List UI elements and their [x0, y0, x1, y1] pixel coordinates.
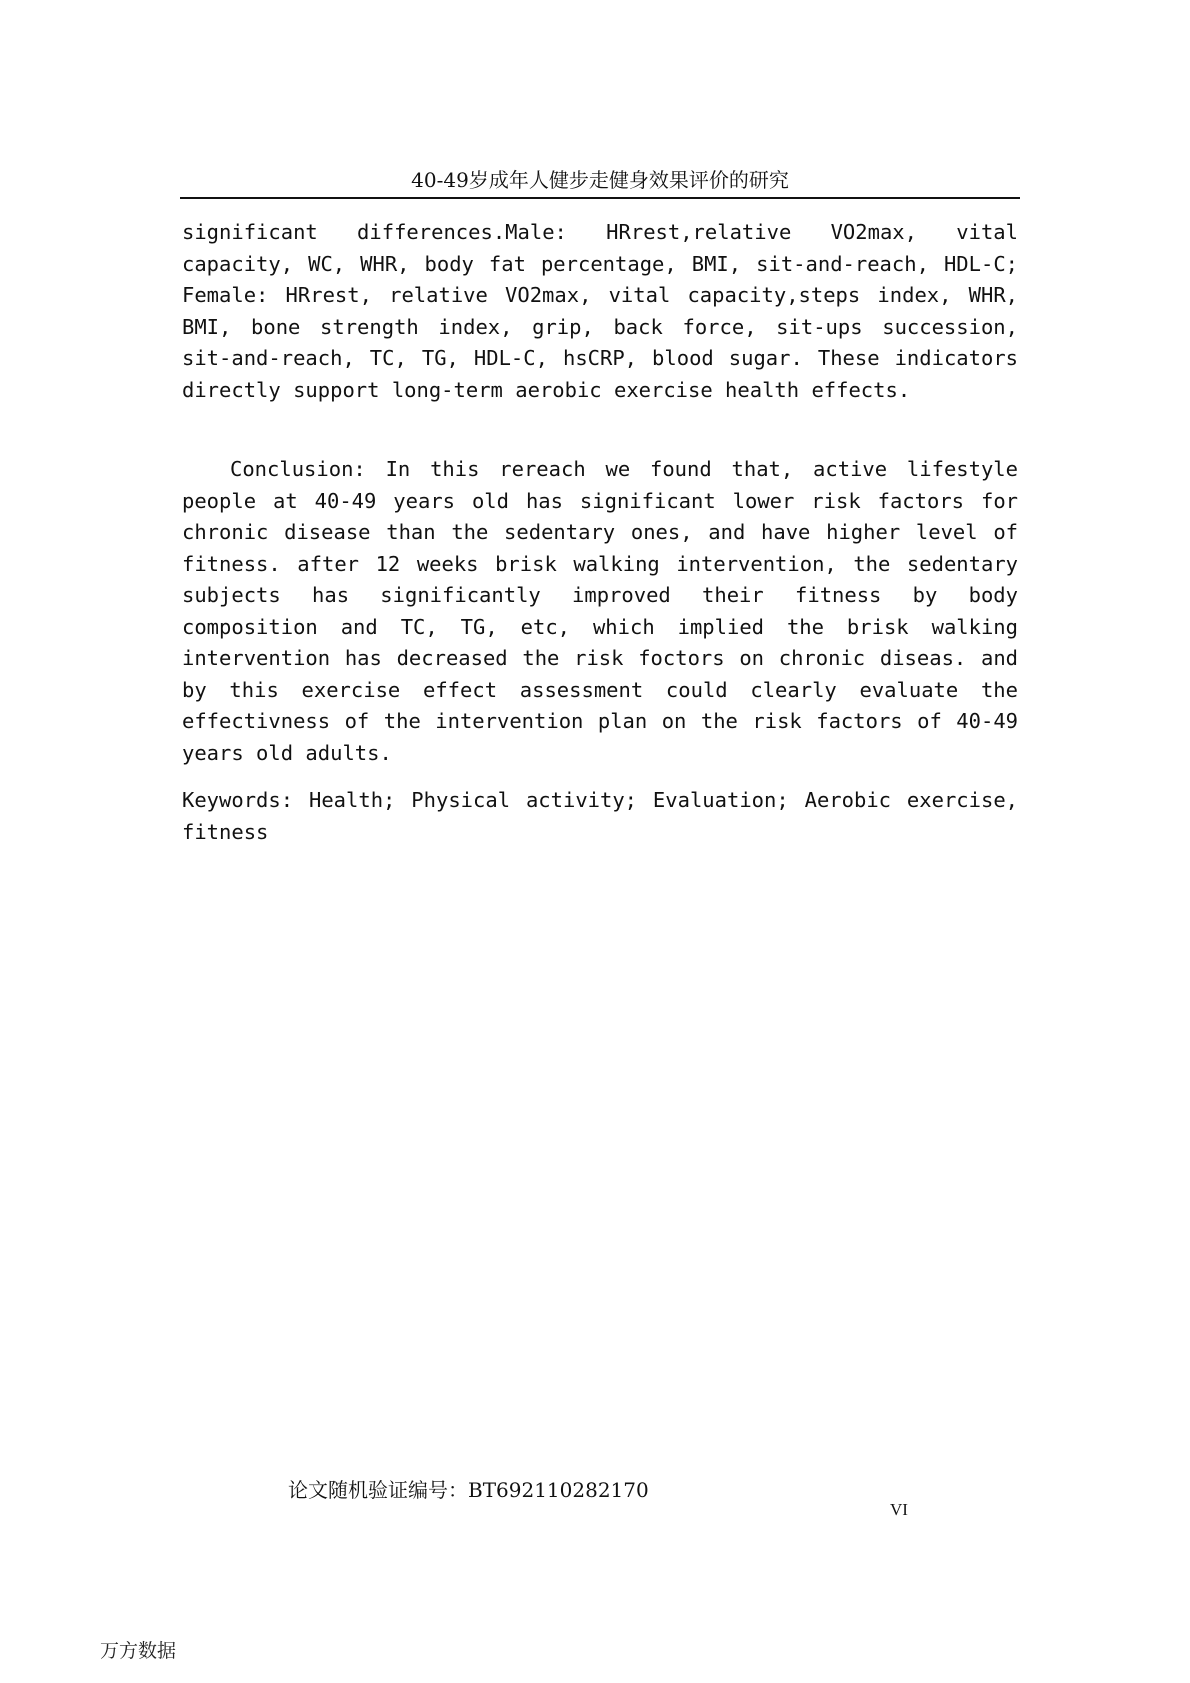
running-header-title: 40-49岁成年人健步走健身效果评价的研究: [411, 168, 789, 192]
conclusion-paragraph: Conclusion: In this rereach we found that, active lifestyle people at 40-49 years old has significant lower risk factors for chronic disease than the sedentary ones, and have higher level of fitness. after 12 weeks brisk walking intervention, the sedentary subjects has significantly improved their fitness by body composition and TC, TG, etc, which implied the brisk walking intervention has decreased the risk foctors on chronic diseas. and by this exercise effect assessment could clearly evaluate the effectivness of the intervention plan on the risk factors of 40-49 years old adults.: [182, 457, 1018, 765]
verification-code: 论文随机验证编号：BT692110282170: [288, 1478, 649, 1502]
results-paragraph: significant differences.Male: HRrest,relative VO2max, vital capacity, WC, WHR, body fat percentage, BMI, sit-and-reach, HDL-C; Female: HRrest, relative VO2max, vital capacity,steps index, WHR, BMI, bone strength index, grip, back force, sit-ups succession, sit-and-reach, TC, TG, HDL-C, hsCRP, blood sugar. These indicators directly support long-term aerobic exercise health effects.: [182, 220, 1018, 402]
source-watermark: 万方数据: [100, 1640, 177, 1662]
header-divider: [180, 197, 1020, 199]
page-number: VI: [890, 1500, 908, 1519]
keywords-paragraph: Keywords: Health; Physical activity; Evaluation; Aerobic exercise, fitness: [182, 788, 1018, 844]
